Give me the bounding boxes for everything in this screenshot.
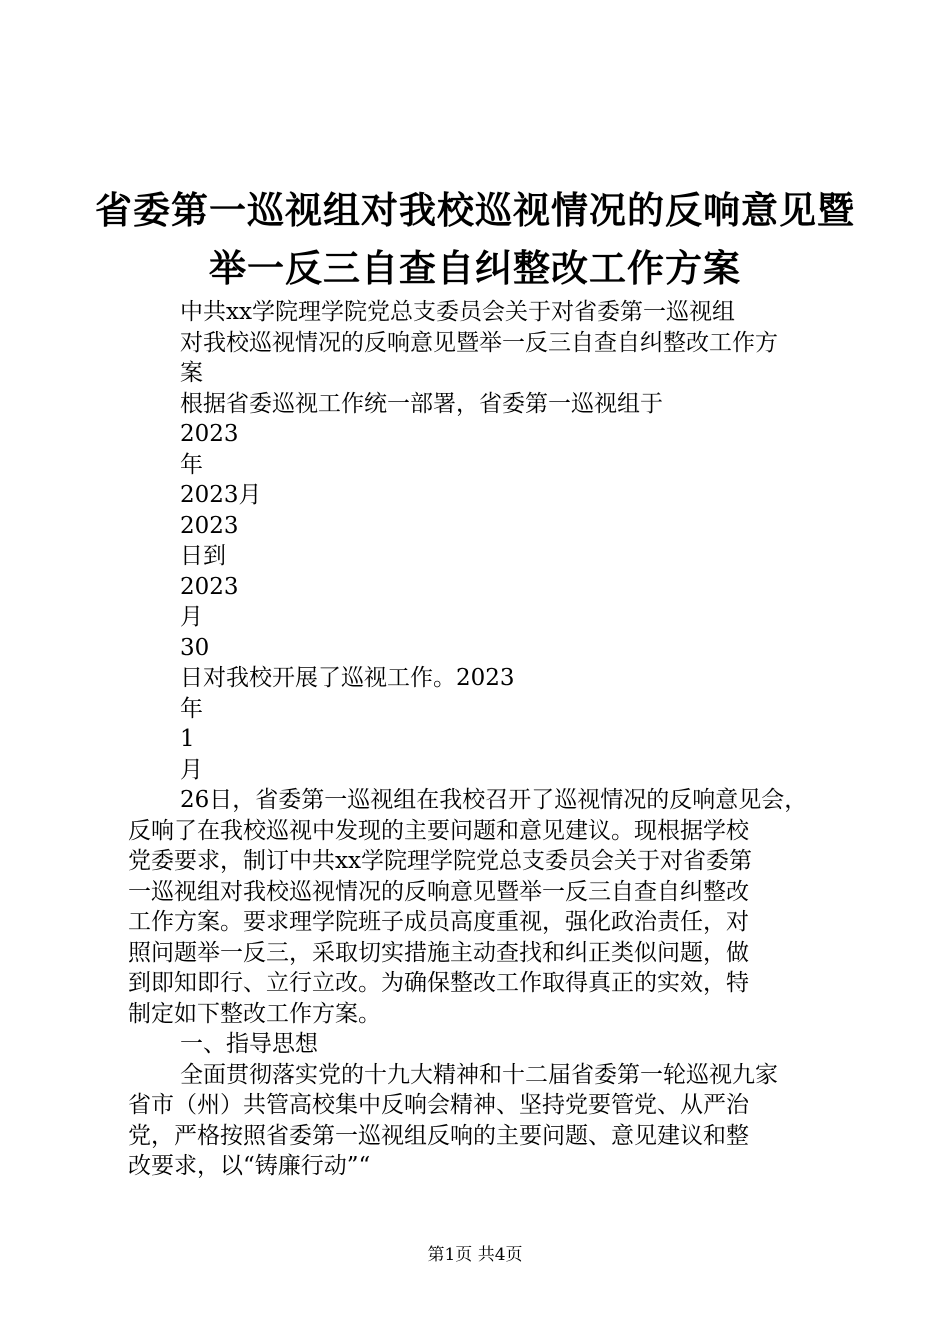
body-line: 2023 — [180, 421, 239, 447]
body-line: 全面贯彻落实党的十九大精神和十二届省委第一轮巡视九家 — [180, 1061, 778, 1088]
section-heading: 一、指导思想 — [180, 1031, 318, 1057]
body-line: 月 — [180, 604, 203, 630]
body-line: 月 — [180, 756, 203, 783]
body-line: 工作方案。要求理学院班子成员高度重视，强化政治责任，对 — [128, 909, 749, 935]
document-title-line-1: 省委第一巡视组对我校巡视情况的反响意见暨 — [95, 189, 855, 232]
document-title-line-2: 举一反三自查自纠整改工作方案 — [209, 247, 741, 290]
body-line: 26日，省委第一巡视组在我校召开了巡视情况的反响意见会， — [180, 787, 808, 813]
body-line: 2023 — [180, 512, 239, 539]
body-line: 日到 — [180, 543, 226, 569]
body-line: 年 — [180, 695, 203, 722]
body-line: 案 — [180, 360, 203, 386]
body-line: 到即知即行、立行立改。为确保整改工作取得真正的实效，特 — [128, 970, 749, 996]
body-line: 中共xx学院理学院党总支委员会关于对省委第一巡视组 — [180, 299, 735, 325]
body-line: 反响了在我校巡视中发现的主要问题和意见建议。现根据学校 — [128, 817, 749, 844]
body-line: 日对我校开展了巡视工作。2023 — [180, 665, 515, 691]
document-body — [128, 297, 833, 1182]
body-line: 1 — [180, 726, 195, 752]
body-line: 党，严格按照省委第一巡视组反响的主要问题、意见建议和整 — [128, 1122, 749, 1149]
body-line: 照问题举一反三，采取切实措施主动查找和纠正类似问题，做 — [128, 939, 749, 966]
page-number-footer: 第1页 共4页 — [427, 1245, 523, 1265]
body-line: 2023月 — [180, 482, 262, 508]
body-line: 30 — [180, 634, 210, 661]
body-line: 党委要求，制订中共xx学院理学院党总支委员会关于对省委第 — [128, 848, 752, 874]
body-line: 省市（州）共管高校集中反响会精神、坚持党要管党、从严治 — [128, 1092, 749, 1118]
body-line: 2023 — [180, 573, 239, 600]
body-line: 一巡视组对我校巡视情况的反响意见暨举一反三自查自纠整改 — [128, 878, 749, 905]
body-line: 根据省委巡视工作统一部署，省委第一巡视组于 — [180, 390, 663, 417]
body-line: 改要求，以“铸廉行动”“ — [128, 1153, 371, 1179]
body-line: 制定如下整改工作方案。 — [128, 1000, 381, 1027]
body-line: 年 — [180, 451, 203, 478]
body-line: 对我校巡视情况的反响意见暨举一反三自查自纠整改工作方 — [180, 329, 778, 356]
